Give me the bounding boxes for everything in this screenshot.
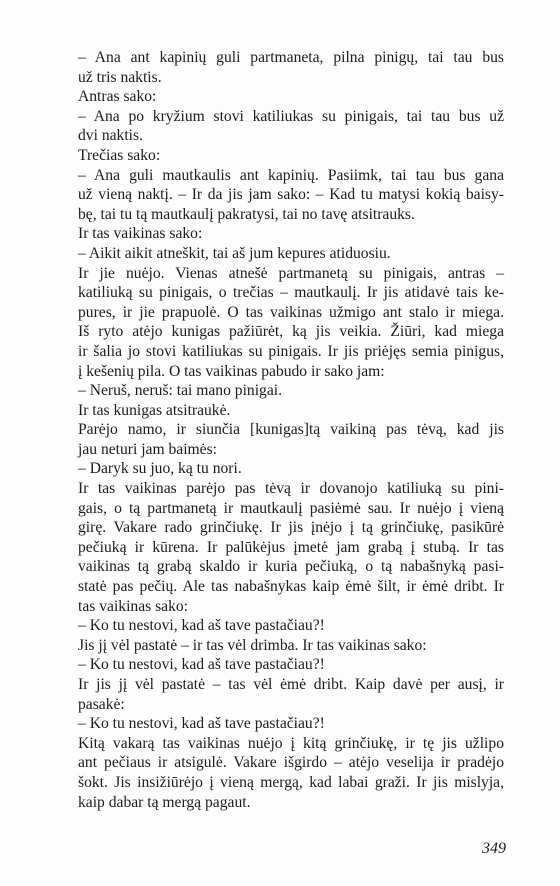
text-line: Ir jis jį vėl pastatė – tas vėl ėmė dribt. Kaip davė per ausį, ir (78, 676, 504, 693)
text-line: – Daryk su juo, ką tu nori. (78, 460, 242, 478)
text-line: šokt. Jis insižiūrėjo į vieną mergą, kad labai graži. Ir jis mislyja, (78, 773, 504, 791)
text-line: Jis jį vėl pastatė – ir tas vėl drimba. Ir tas vaikinas sako: (78, 636, 427, 654)
page-number: 349 (482, 840, 506, 857)
text-line: bę, tai tu tą mautkaulį pakratysi, tai no tavę atsitrauks. (78, 205, 415, 223)
text-line: į kešenių pila. O tas vaikinas pabudo ir sako jam: (78, 362, 385, 380)
text-line: ir šalia jo stovi katiliukas su pinigais. Ir jis priėjęs semia pinigus, (78, 342, 504, 360)
text-line: girę. Vakare rado grinčiukę. Ir jis įnėjo į tą grinčiukę, pasikūrė (78, 519, 504, 537)
text-line: Ir tas vaikinas sako: (78, 225, 203, 243)
text-line: gais, o tą partmanetą ir mautkaulį pasiėmė sau. Ir nuėjo į vieną (78, 499, 504, 517)
text-line: ant pečiaus ir atsigulė. Vakare išgirdo – atėjo veselija ir pradėjo (78, 754, 504, 772)
text-line: – Ana ant kapinių guli partmaneta, pilna pinigų, tai tau bus (78, 49, 504, 66)
text-line: Iš ryto atėjo kunigas pažiūrėt, ką jis veikia. Žiūri, kad miega (78, 323, 504, 341)
text-line: Ir tas vaikinas parėjo pas tėvą ir dovanojo katiliuką su pini- (78, 480, 504, 498)
text-line: Antras sako: (78, 88, 157, 106)
text-line: Ir jie nuėjo. Vienas atnešė partmanetą su pinigais, antras – (78, 264, 504, 282)
text-line: Kitą vakarą tas vaikinas nuėjo į kitą grinčiukę, ir tę jis užlipo (78, 734, 504, 752)
text-line: kaip dabar tą mergą pagaut. (78, 793, 251, 811)
text-line: pures, ir jie prapuolė. O tas vaikinas užmigo ant stalo ir miega. (78, 303, 504, 321)
text-line: Ir tas kunigas atsitraukė. (78, 401, 231, 419)
text-line: už tris naktis. (78, 68, 162, 86)
text-line: – Ko tu nestovi, kad aš tave pastačiau?! (78, 617, 325, 635)
text-line: dvi naktis. (78, 127, 143, 145)
text-line: statė pas pečių. Ale tas nabašnykas kaip ėmė šilt, ir ėmė dribt. Ir (78, 578, 504, 596)
text-line: vaikinas tą grabą skaldo ir kuria pečiuką, o tą nabašnyką pasi- (78, 558, 504, 576)
text-line: tas vaikinas sako: (78, 597, 189, 615)
text-line: – Aikit aikit atneškit, tai aš jum kepures atiduosiu. (78, 244, 391, 262)
text-line: jau neturi jam baimės: (78, 440, 218, 458)
text-line: – Ko tu nestovi, kad aš tave pastačiau?! (78, 715, 325, 733)
text-line: Parėjo namo, ir siunčia [kunigas]tą vaikiną pas tėvą, kad jis (78, 421, 504, 439)
text-line: – Ana guli mautkaulis ant kapinių. Pasiimk, tai tau bus gana (78, 166, 504, 184)
text-line: pasakė: (78, 695, 125, 713)
text-line: Trečias sako: (78, 146, 161, 164)
text-line: katiliuką su pinigais, o trečias – mautkaulį. Ir jis atidavė tais ke- (78, 284, 504, 302)
body-text (78, 48, 504, 812)
text-line: – Neruš, neruš: tai mano pinigai. (78, 382, 282, 400)
text-line: už vieną naktį. – Ir da jis jam sako: – Kad tu matysi kokią baisy- (78, 186, 504, 204)
text-line: pečiuką ir kūrena. Ir palūkėjus įmetė jam grabą į stubą. Ir tas (78, 538, 504, 556)
text-line: – Ko tu nestovi, kad aš tave pastačiau?! (78, 656, 325, 674)
text-line: – Ana po kryžium stovi katiliukas su pinigais, tai tau bus už (78, 107, 504, 125)
